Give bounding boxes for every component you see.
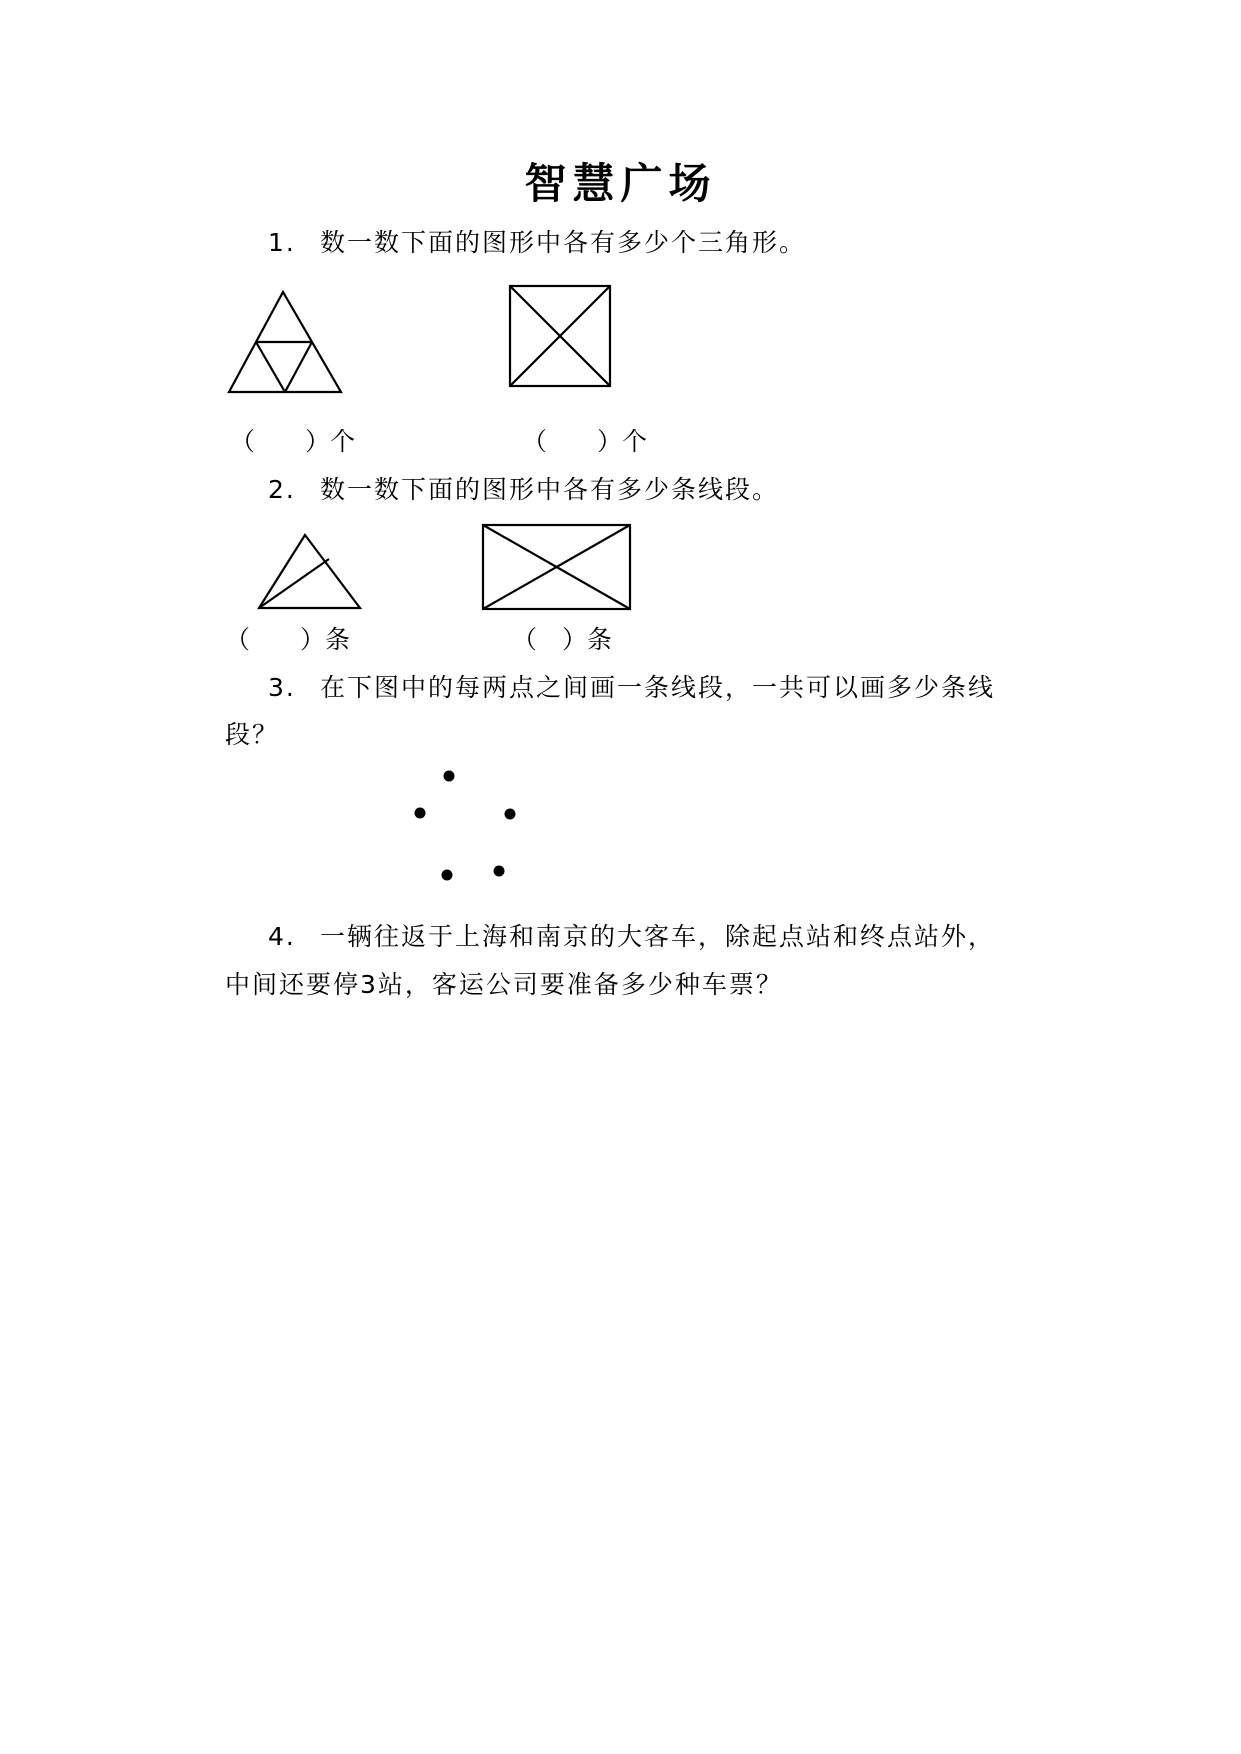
mid-segment-right [285,342,312,392]
point-left [415,808,426,819]
question-text: 在下图中的每两点之间画一条线段，一共可以画多少条线 [320,673,996,702]
answer-blank-q1-square[interactable]: （ ）个 [522,427,648,456]
square-with-diagonals-figure [508,284,613,389]
answer-blank-q2-triangle[interactable]: （ ）条 [225,625,351,654]
rectangle-with-diagonals-figure [481,523,632,612]
point-top [444,771,455,782]
point-bottom-right [494,866,505,877]
answer-blank-q1-triangle[interactable]: （ ）个 [230,427,356,456]
question-2 [268,473,779,507]
point-right [505,809,516,820]
inner-segment [259,559,329,608]
question-number: 1. [268,228,296,257]
point-bottom-left [442,870,453,881]
question-text: 一辆往返于上海和南京的大客车，除起点站和终点站外， [320,922,996,951]
subdivided-triangle-figure [225,288,345,398]
question-number: 2. [268,475,296,504]
question-text: 数一数下面的图形中各有多少条线段。 [320,475,780,504]
question-3-continuation: 段？ [225,720,280,749]
question-number: 3. [268,673,296,702]
answer-blank-q2-rectangle[interactable]: （ ）条 [512,625,613,654]
page-title: 智慧广场 [524,159,717,208]
question-4-continuation: 中间还要停3站，客运公司要准备多少种车票？ [225,970,783,999]
question-4 [268,920,995,954]
question-1 [268,226,806,260]
mid-segment-left [256,342,285,392]
question-text: 数一数下面的图形中各有多少个三角形。 [320,228,807,257]
question-number: 4. [268,922,296,951]
triangle-with-segment-figure [255,532,365,612]
question-3 [268,671,995,705]
five-points-figure [400,760,540,890]
